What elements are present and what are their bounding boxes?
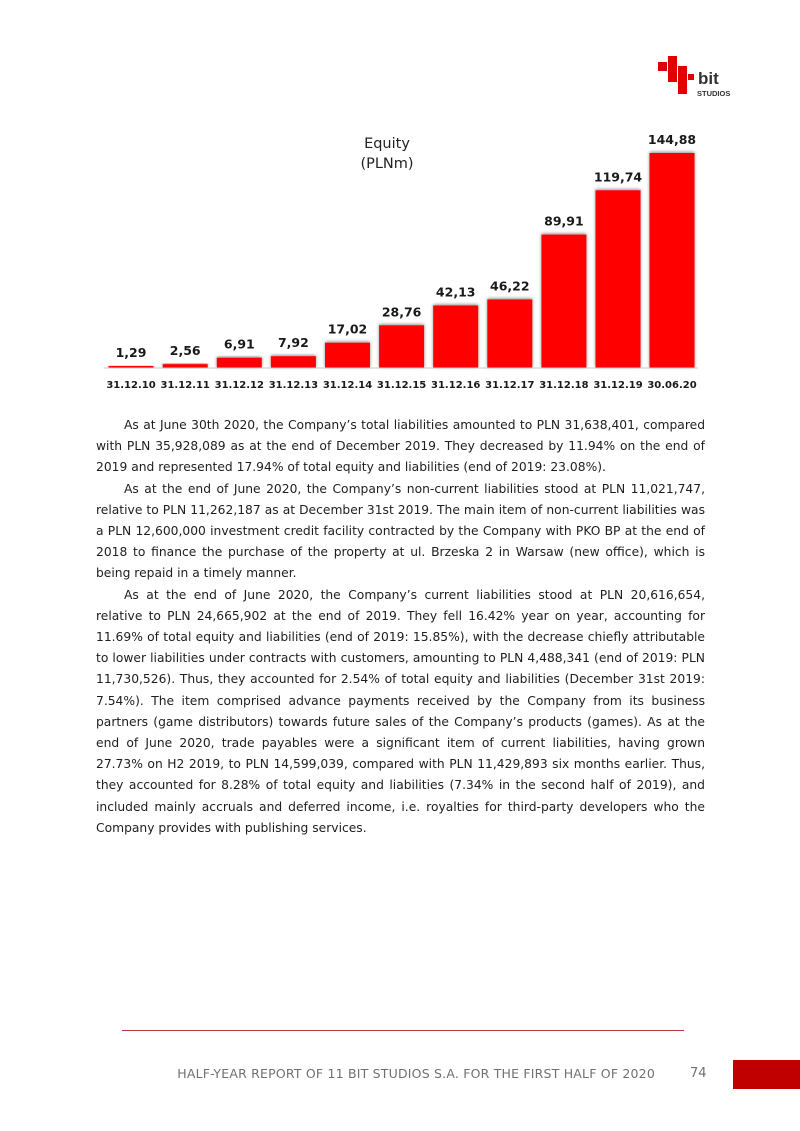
bar-30.06.20 — [650, 153, 695, 368]
paragraph-current-liabilities: As at the end of June 2020, the Company’s current liabilities stood at PLN 20,616,654, relative to PLN 24,665,902 at the end of 2019. They fell 16.42% year on year, accounting for 11.69% of total equity and liabilities (end of 2019: 15.85%), with the decrease chiefly attributable to lower liabilities under contracts with customers, amounting to PLN 4,488,341 (end of 2019: PLN 11,730,526). Thus, they accounted for 2.54% of total equity and liabilities (December 31st 2019: 7.54%). The item comprised advance payments received by the Company from its business partners (game distributors) towards future sales of the Company’s products (games). As at the end of June 2020, trade payables were a significant item of current liabilities, having grown 27.73% on H2 2019, to PLN 14,599,039, compared with PLN 11,429,893 six months earlier. Thus, they accounted for 8.28% of total equity and liabilities (7.34% in the second half of 2019), and included mainly accruals and deferred income, i.e. royalties for third-party developers who the Company provides with publishing services. — [96, 587, 705, 835]
chart-title: Equity — [364, 136, 410, 152]
data-label-31.12.16: 42,13 — [435, 284, 476, 300]
x-tick-31.12.17: 31.12.17 — [485, 380, 535, 391]
x-tick-31.12.13: 31.12.13 — [268, 380, 319, 391]
equity-bar-chart — [95, 125, 705, 400]
bar-31.12.14 — [325, 343, 370, 368]
chart-subtitle: (PLNm) — [360, 156, 414, 172]
data-label-31.12.18: 89,91 — [544, 213, 584, 229]
page-number: 74 — [690, 1066, 707, 1081]
footer-rule — [122, 1030, 684, 1031]
data-label-31.12.19: 119,74 — [593, 169, 643, 185]
bar-31.12.19 — [596, 190, 641, 368]
data-label-31.12.11: 2,56 — [169, 343, 201, 359]
bar-31.12.11 — [163, 364, 208, 368]
page-tab — [733, 1060, 800, 1089]
x-tick-31.12.12: 31.12.12 — [214, 380, 264, 391]
x-tick-31.12.15: 31.12.15 — [376, 380, 427, 391]
bar-31.12.18 — [541, 235, 586, 368]
x-tick-31.12.14: 31.12.14 — [322, 380, 373, 391]
x-tick-31.12.16: 31.12.16 — [431, 380, 481, 391]
data-label-31.12.13: 7,92 — [277, 335, 309, 351]
data-label-30.06.20: 144,88 — [647, 132, 697, 147]
x-tick-31.12.18: 31.12.18 — [539, 380, 589, 391]
data-label-31.12.10: 1,29 — [115, 345, 147, 360]
data-label-31.12.17: 46,22 — [490, 278, 530, 294]
x-tick-31.12.10: 31.12.10 — [106, 380, 156, 391]
data-label-31.12.12: 6,91 — [223, 336, 255, 352]
data-label-31.12.14: 17,02 — [327, 321, 368, 337]
body-text — [96, 415, 705, 839]
logo-brand-text: bit — [698, 69, 719, 88]
company-logo — [656, 54, 736, 100]
paragraph-non-current-liabilities: As at the end of June 2020, the Company’s non-current liabilities stood at PLN 11,021,747, relative to PLN 11,262,187 as at December 31st 2019. The main item of non-current liabilities was a PLN 12,600,000 investment credit facility contracted by the Company with PKO BP at the end of 2018 to finance the purchase of the property at ul. Brzeska 2 in Warsaw (new office), which is being repaid in a timely manner. — [96, 481, 705, 581]
x-tick-30.06.20: 30.06.20 — [647, 380, 697, 391]
data-label-31.12.15: 28,76 — [381, 304, 422, 320]
bar-31.12.17 — [487, 299, 532, 368]
x-tick-31.12.11: 31.12.11 — [160, 380, 210, 391]
footer-title: HALF-YEAR REPORT OF 11 BIT STUDIOS S.A. FOR THE FIRST HALF OF 2020 — [177, 1066, 655, 1081]
bar-31.12.12 — [217, 358, 262, 368]
paragraph-total-liabilities: As at June 30th 2020, the Company’s total liabilities amounted to PLN 31,638,401, compared with PLN 35,928,089 as at the end of December 2019. They decreased by 11.94% on the end of 2019 and represented 17.94% of total equity and liabilities (end of 2019: 23.08%). — [96, 418, 705, 475]
x-tick-31.12.19: 31.12.19 — [593, 380, 643, 391]
logo-sub-text: STUDIOS — [697, 89, 731, 98]
bar-31.12.16 — [433, 306, 478, 369]
bar-31.12.15 — [379, 325, 424, 368]
bar-31.12.13 — [271, 356, 316, 368]
